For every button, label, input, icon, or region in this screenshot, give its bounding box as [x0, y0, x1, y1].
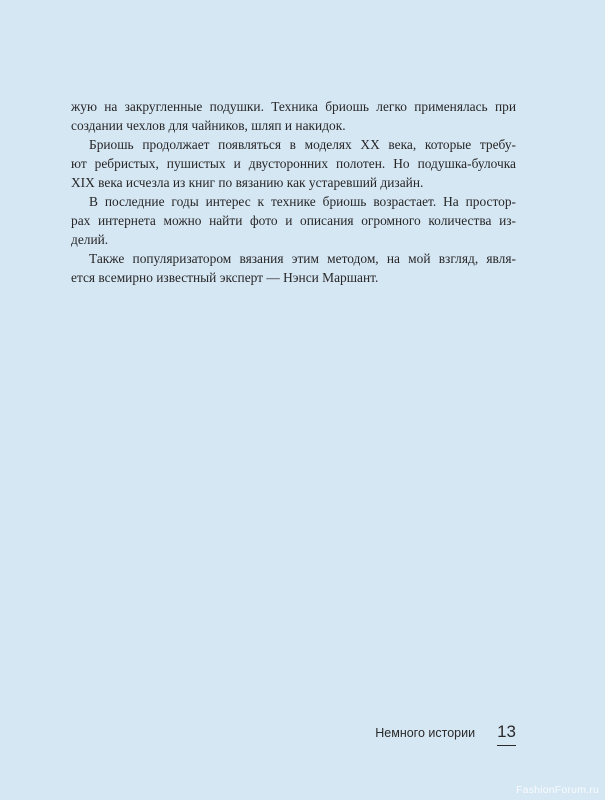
page-footer	[375, 722, 516, 742]
text-line: жую на закругленные подушки. Техника бриошь легко применялась при	[71, 99, 516, 114]
paragraph-3	[71, 192, 516, 249]
text-line: Бриошь продолжает появляться в моделях XX века, которые требу-	[89, 137, 516, 152]
text-line: В последние годы интерес к технике бриошь возрастает. На простор-	[89, 194, 516, 209]
text-line: создании чехлов для чайников, шляп и накидок.	[71, 118, 346, 133]
page-top-band	[0, 0, 605, 46]
paragraph-1	[71, 97, 516, 135]
text-line: делий.	[71, 232, 109, 247]
watermark-text: FashionForum.ru	[516, 784, 599, 796]
text-line: ется всемирно известный эксперт — Нэнси Маршант.	[71, 270, 379, 285]
text-line: XIX века исчезла из книг по вязанию как устаревший дизайн.	[71, 175, 424, 190]
page-number: 13	[497, 722, 516, 741]
paragraph-2	[71, 135, 516, 192]
text-line: ют ребристых, пушистых и двусторонних полотен. Но подушка-булочка	[71, 156, 516, 171]
section-name: Немного истории	[375, 726, 476, 740]
body-text	[71, 97, 516, 287]
paragraph-4	[71, 249, 516, 287]
text-line: рах интернета можно найти фото и описания огромного количества из-	[71, 213, 516, 228]
text-line: Также популяризатором вязания этим методом, на мой взгляд, явля-	[89, 251, 516, 266]
